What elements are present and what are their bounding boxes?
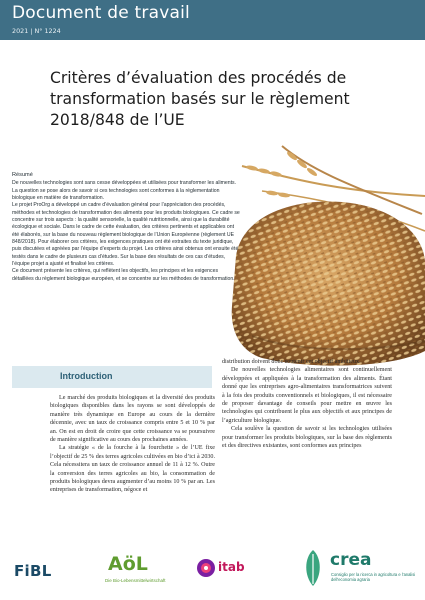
body-paragraph: Le marché des produits biologiques et la diversité des produits biologiques disponibles dans les rayons se sont développés de manière très dynamique en Europe au cours de la dernière décennie, avec un taux de croissance compris entre 5 et 10 % par an. On est en droit de croire que cette croissance va se poursuivre de manière significative au cours des prochaines années.: [50, 395, 215, 444]
introduction-heading: Introduction: [60, 371, 113, 381]
crea-logo-subtitle: Consiglio per la ricerca in agricoltura e l’analisi dell’economia agraria: [331, 572, 416, 582]
logo-bar: [0, 540, 425, 600]
body-paragraph: La stratégie « de la fourche à la fourchette » de l’UE fixe l’objectif de 25 % des terres agricoles cultivées en bio d’ici à 2030. Cela nécessitera un taux de croissance annuel de 11 à 12 %. Outre la conversion des terres agricoles au bio, la consommation de produits biologiques devra augmenter d’au moins 10 % par an. Les entreprises de transformation, négoce et: [50, 445, 215, 494]
body-paragraph: De nouvelles technologies alimentaires sont continuellement développées et appliquées à la transformation des aliments. Étant donné que les entreprises agro-alimentaires transformatrices suivent à la fois des produits conventionnels et biologiques, il est nécessaire de proposer davantage de conseils pour mettre en œuvre les technologies qui contribuent le plus aux objectifs et aux principes de l’agriculture biologique.: [222, 367, 392, 424]
fibl-logo: FiBL: [14, 562, 52, 580]
abstract: [12, 172, 240, 283]
abstract-paragraph: Le projet ProOrg a développé un cadre d’évaluation général pour l’appréciation des procédés, méthodes et technologies de transformation des aliments pour les produits biologiques. Ce cadre se concentre sur trois aspects : la qualité sensorielle, la qualité nutritionnelle, ainsi que la durabilité écologique et sociale. Dans le cadre de cette évaluation, des critères pertinents et applicables ont été élaborés, sur la base du nouveau règlement biologique de l’Union Européenne (règlement UE 848/2018). Pour élaborer ces critères, les exigences pratiques ont été extraites du texte juridique, puis discutées et agréées par l’équipe d’experts du projet. Les critères ainsi obtenus ont ensuite été testés dans le cadre de plusieurs cas d’études. Sur la base des résultats de ces cas d’études, l’équipe projet a ajusté et finalisé les critères.: [12, 202, 240, 268]
body-paragraph: distribution doivent donc soutenir cet objectif ambitieux.: [222, 359, 361, 365]
itab-logo: [196, 554, 296, 588]
aol-logo-subtitle: Die Bio-Lebensmittelwirtschaft: [105, 578, 166, 583]
crea-leaf-icon: [300, 548, 326, 588]
body-column-left: [50, 394, 215, 496]
bread-photo: [222, 136, 425, 370]
aol-logo: AöL: [108, 553, 148, 575]
abstract-paragraph: Ce document présente les critères, qui reflètent les objectifs, les principes et les exigences détaillées du règlement biologique européen, et se concentre sur les méthodes de transformation.: [12, 268, 235, 282]
header-title: Document de travail: [12, 3, 190, 23]
body-paragraph: Cela soulève la question de savoir si les technologies utilisées pour transformer les produits biologiques, sur la base des règlements et des directives existantes, sont conformes aux principes: [222, 426, 392, 450]
abstract-label: Résumé: [12, 172, 33, 178]
header-band: [0, 0, 425, 40]
introduction-heading-band: [12, 366, 212, 388]
header-subtitle: 2021 | N° 1224: [12, 27, 61, 35]
body-column-right: [222, 358, 392, 498]
crea-logo-text: crea: [330, 550, 372, 570]
document-title: Critères d’évaluation des procédés de transformation basés sur le règlement 2018/848 de l’UE: [50, 69, 350, 129]
abstract-paragraph: De nouvelles technologies sont sans cesse développées et utilisées pour transformer les aliments. La question se pose alors de savoir si ces technologies sont conformes à la réglementation biologique en matière de transformation.: [12, 180, 237, 202]
itab-emblem-icon: [196, 558, 216, 578]
crea-logo: [300, 548, 420, 596]
itab-logo-text: itab: [218, 560, 245, 574]
